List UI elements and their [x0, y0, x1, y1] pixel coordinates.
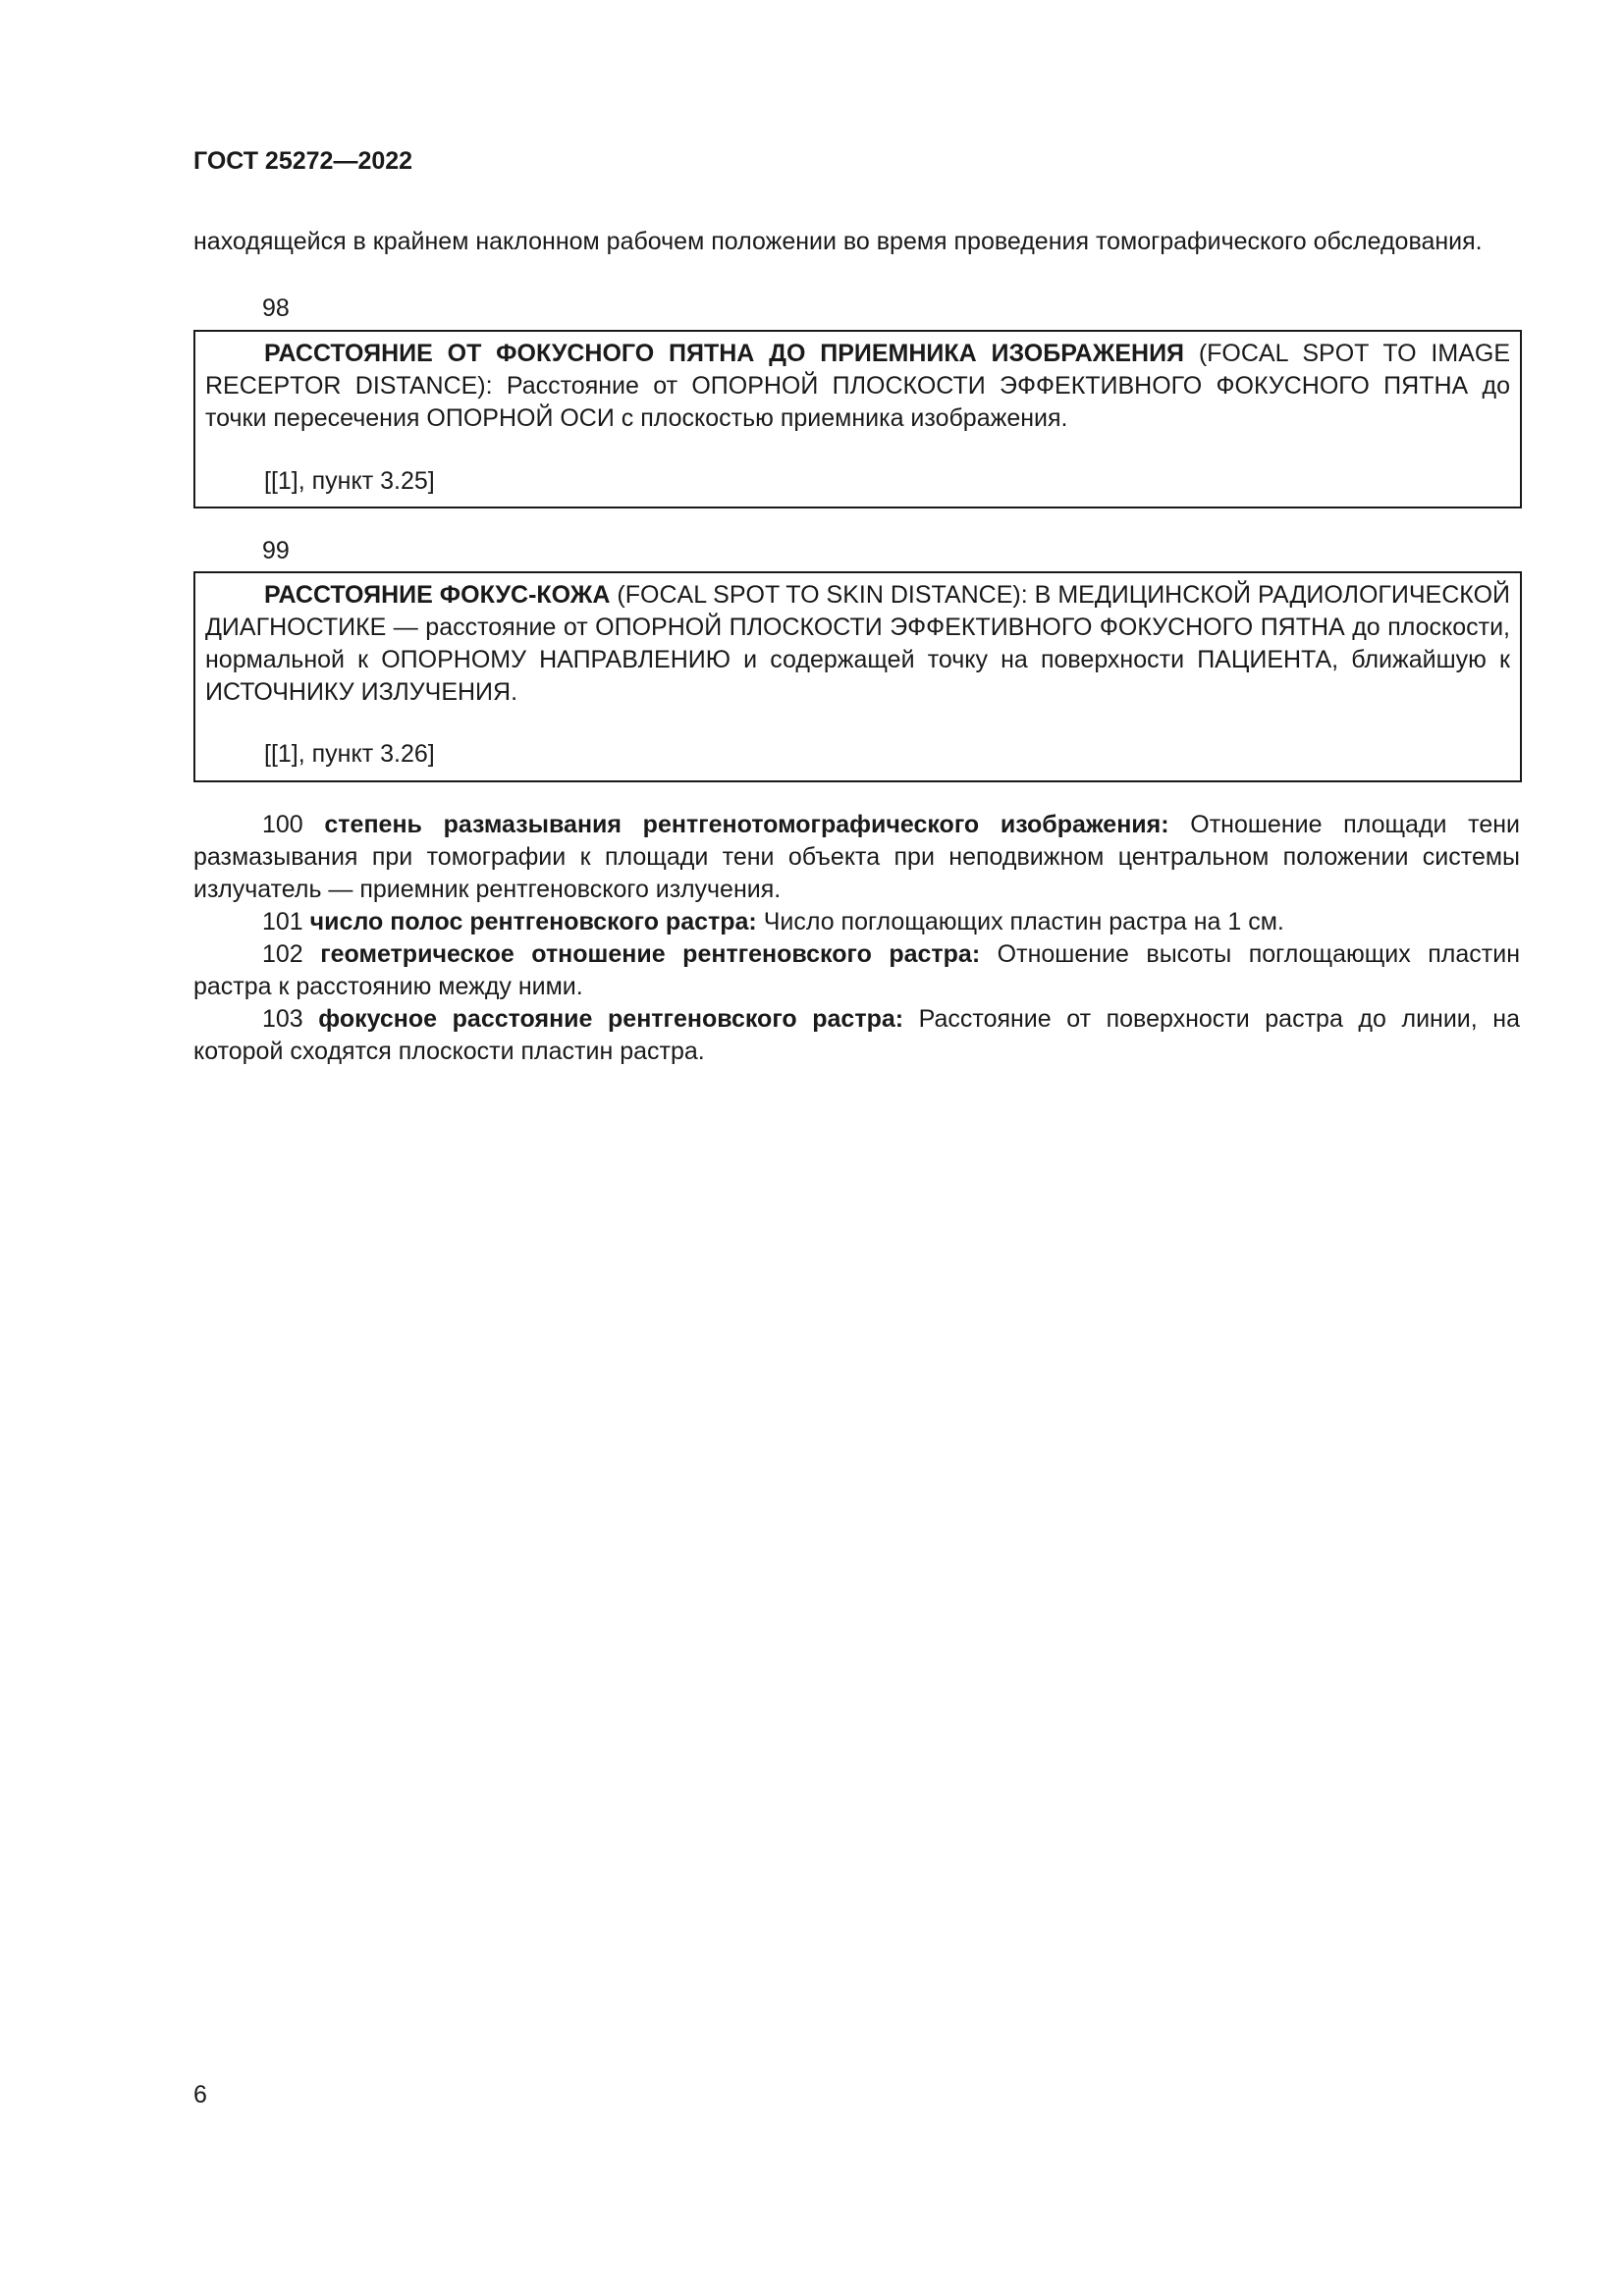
- term-name: фокусное расстояние рентгеновского растра:: [318, 1005, 904, 1033]
- term-number: 103: [262, 1005, 303, 1033]
- term-reference-98: [[1], пункт 3.25]: [264, 467, 435, 495]
- term-name: геометрическое отношение рентгеновского растра:: [320, 940, 981, 968]
- page-number: 6: [193, 2081, 207, 2109]
- term-number: 102: [262, 940, 303, 968]
- term-paragraph-101: [193, 906, 1520, 938]
- term-name: степень размазывания рентгенотомографического изображения:: [324, 811, 1169, 838]
- term-definition: Отношение высоты поглощающих пластин растра к расстоянию между ними.: [193, 940, 1521, 1000]
- term-reference-99: [[1], пункт 3.26]: [264, 740, 435, 768]
- term-text-98: [205, 338, 1510, 435]
- entry-number-98: 98: [262, 294, 290, 322]
- term-definition: Отношение площади тени размазывания при томографии к площади тени объекта при неподвижном центральном положении системы излучатель — приемник рентгеновского излучения.: [193, 811, 1521, 903]
- continuation-paragraph: находящейся в крайнем наклонном рабочем положении во время проведения томографического обследования.: [193, 228, 1483, 255]
- term-box-98: [193, 330, 1522, 508]
- term-paragraph-103: [193, 1003, 1520, 1068]
- term-paragraph-100: [193, 809, 1520, 906]
- term-definition: Число поглощающих пластин растра на 1 см.: [756, 908, 1284, 935]
- term-text-99: [205, 579, 1510, 709]
- document-header: ГОСТ 25272—2022: [193, 147, 413, 175]
- term-name-98: РАССТОЯНИЕ ОТ ФОКУСНОГО ПЯТНА ДО ПРИЕМНИКА ИЗОБРАЖЕНИЯ: [264, 340, 1185, 367]
- entry-number-99: 99: [262, 537, 290, 564]
- term-number: 101: [262, 908, 303, 935]
- term-paragraph-102: [193, 938, 1520, 1003]
- term-definition: Расстояние от поверхности растра до линии, на которой сходятся плоскости пластин растра.: [193, 1005, 1520, 1065]
- term-name: число полос рентгеновского растра:: [309, 908, 757, 935]
- term-box-99: [193, 571, 1522, 782]
- term-number: 100: [262, 811, 303, 838]
- term-name-99: РАССТОЯНИЕ ФОКУС-КОЖА: [264, 581, 611, 609]
- term-definition-98: (FOCAL SPOT TO IMAGE RECEPTOR DISTANCE): Расстояние от ОПОРНОЙ ПЛОСКОСТИ ЭФФЕКТИВНОГО ФОКУСНОГО ПЯТНА до точки пересечения ОПОРНОЙ ОСИ с плоскостью приемника изображения.: [205, 340, 1511, 432]
- term-definition-99: (FOCAL SPOT TO SKIN DISTANCE): В МЕДИЦИНСКОЙ РАДИОЛОГИЧЕСКОЙ ДИАГНОСТИКЕ — расстояние от ОПОРНОЙ ПЛОСКОСТИ ЭФФЕКТИВНОГО ФОКУСНОГО ПЯТНА до плоскости, нормальной к ОПОРНОМУ НАПРАВЛЕНИЮ и содержащей точку на поверхности ПАЦИЕНТА, ближайшую к ИСТОЧНИКУ ИЗЛУЧЕНИЯ.: [205, 581, 1510, 706]
